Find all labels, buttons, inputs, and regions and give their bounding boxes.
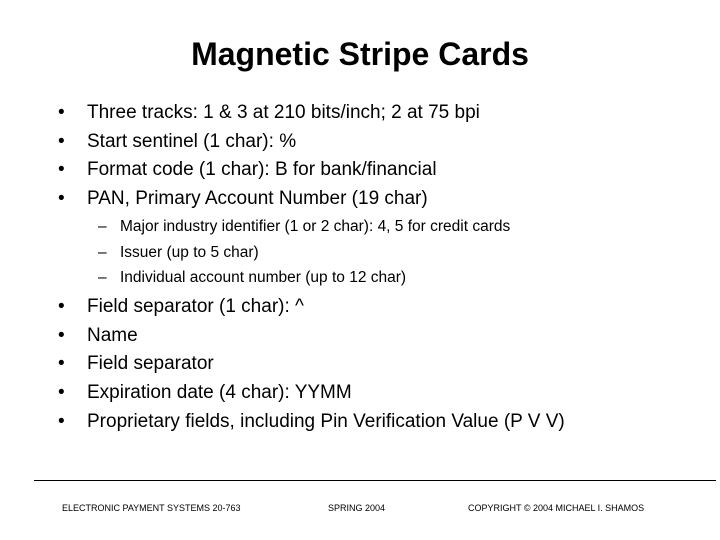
bullet-icon: •	[58, 102, 65, 123]
sub-bullet-item	[0, 265, 720, 291]
bullet-icon: •	[58, 382, 65, 404]
bullet-icon: •	[58, 130, 65, 152]
bullet-icon: •	[58, 188, 65, 210]
footer-divider	[34, 480, 716, 481]
sub-bullet-text: Individual account number (up to 12 char)	[120, 269, 407, 286]
bullet-text: Format code (1 char): B for bank/financial	[87, 159, 437, 181]
bullet-icon: •	[58, 296, 65, 317]
footer-copyright: COPYRIGHT © 2004 MICHAEL I. SHAMOS	[468, 503, 645, 513]
dash-icon: –	[98, 243, 107, 261]
bullet-list-bottom	[0, 293, 720, 436]
footer-term: SPRING 2004	[328, 503, 386, 513]
bullet-item	[0, 128, 720, 157]
sub-bullet-list	[0, 214, 720, 291]
sub-bullet-item	[0, 214, 720, 240]
bullet-item	[0, 185, 720, 214]
bullet-text: Three tracks: 1 & 3 at 210 bits/inch; 2 at 75 bpi	[87, 102, 480, 123]
sub-bullet-text: Major industry identifier (1 or 2 char): 4, 5 for credit cards	[120, 218, 511, 235]
bullet-item	[0, 379, 720, 408]
bullet-icon: •	[58, 353, 65, 375]
bullet-text: Start sentinel (1 char): %	[87, 130, 297, 152]
bullet-list-top	[0, 99, 720, 214]
bullet-item	[0, 322, 720, 351]
bullet-text: Field separator	[87, 353, 214, 375]
bullet-text: Field separator (1 char): ^	[87, 296, 304, 317]
bullet-icon: •	[58, 324, 65, 346]
sub-bullet-text: Issuer (up to 5 char)	[120, 243, 259, 261]
bullet-item	[0, 156, 720, 185]
bullet-text: Proprietary fields, including Pin Verification Value (P V V)	[87, 410, 565, 432]
bullet-icon: •	[58, 410, 65, 432]
dash-icon: –	[98, 218, 107, 235]
sub-bullet-item	[0, 240, 720, 266]
bullet-text: Name	[87, 324, 138, 346]
bullet-icon: •	[58, 159, 65, 181]
footer-course: ELECTRONIC PAYMENT SYSTEMS 20-763	[62, 503, 241, 513]
slide-title: Magnetic Stripe Cards	[191, 36, 529, 72]
bullet-item	[0, 99, 720, 128]
bullet-text: PAN, Primary Account Number (19 char)	[87, 188, 428, 210]
bullet-item	[0, 293, 720, 322]
bullet-item	[0, 408, 720, 437]
dash-icon: –	[98, 269, 107, 286]
bullet-item	[0, 350, 720, 379]
bullet-text: Expiration date (4 char): YYMM	[87, 382, 352, 404]
